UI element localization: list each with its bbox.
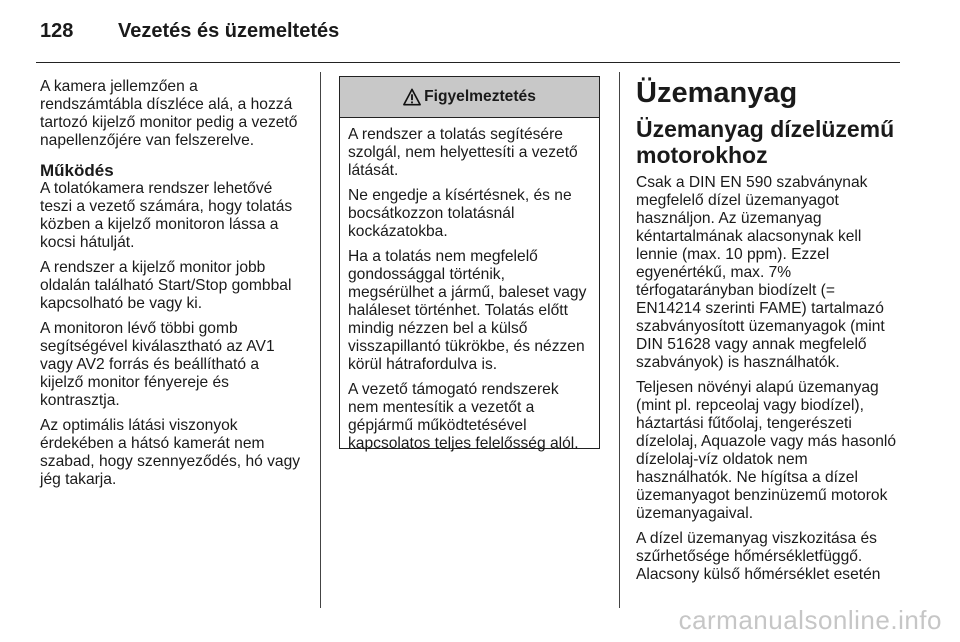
paragraph: A dízel üzemanyag viszkozitása és szűrhetősége hőmérsékletfüggő. Alacsony külső hőmérséklet esetén <box>636 530 881 583</box>
warning-paragraph: Ha a tolatás nem megfelelő gondossággal történik, megsérülhet a jármű, baleset vagy haláleset történhet. Tolatás előtt mindig nézzen bel a külső visszapillantó tükrökbe, és nézzen körül hátrafordulva is. <box>348 248 587 373</box>
column-divider-left <box>320 72 321 608</box>
right-column <box>636 78 911 591</box>
paragraph: Teljesen növényi alapú üzemanyag (mint pl. repceolaj vagy biodízel), háztartási fűtőolaj, tengerészeti dízelolaj, Aquazole vagy más hasonló dízelolaj-víz oldatok nem használhatók. Ne hígítsa a dízel üzemanyagot benzinüzemű motorok üzemanyagaival. <box>636 379 897 522</box>
left-column <box>40 78 312 496</box>
warning-paragraph: A vezető támogató rendszerek nem mentesítik a vezetőt a gépjármű működtetésével kapcsolatos teljes felelősség alól. <box>348 381 579 452</box>
header-divider <box>36 62 900 63</box>
section-heading-uzemanyag: Üzemanyag <box>636 77 798 109</box>
paragraph: A rendszer a kijelző monitor jobb oldalán található Start/Stop gombbal kapcsolható be vagy ki. <box>40 259 292 312</box>
warning-box <box>339 76 600 452</box>
paragraph: Az optimális látási viszonyok érdekében a hátsó kamerát nem szabad, hogy szennyeződés, hó vagy jég takarja. <box>40 417 301 488</box>
chapter-title: Vezetés és üzemeltetés <box>118 20 340 42</box>
intro-paragraph: A kamera jellemzően a rendszámtábla díszléce alá, a hozzá tartozó kijelző monitor pedig a vezető napellenzőjére van felszerelve. <box>40 78 298 149</box>
paragraph: A monitoron lévő többi gomb segítségével kiválasztható az AV1 vagy AV2 forrás és beállítható a kijelző monitor fényereje és kontrasztja. <box>40 320 275 409</box>
section-heading-mukodes: Működés <box>40 161 114 180</box>
warning-title: Figyelmeztetés <box>424 88 536 105</box>
paragraph: A tolatókamera rendszer lehetővé teszi a vezető számára, hogy tolatás közben a kijelző monitoron lássa a kocsi hátulját. <box>40 180 293 251</box>
warning-body <box>340 118 599 453</box>
paragraph: Csak a DIN EN 590 szabványnak megfelelő dízel üzemanyagot használjon. Az üzemanyag kéntartalmának alacsonynak kell lennie (max. 10 ppm). Ezzel egyenértékű, max. 7% térfogatarányban biodízelt (= EN14214 szerinti FAME) tartalmazó szabványosított üzemanyagok (mint DIN 51628 vagy annak megfelelő szabványok) is használhatók. <box>636 174 885 371</box>
watermark: carmanualsonline.info <box>678 605 942 635</box>
page-header <box>36 20 926 50</box>
subsection-heading-dizel: Üzemanyag dízelüzemű motorokhoz <box>636 116 895 168</box>
warning-triangle-icon <box>403 88 421 106</box>
page-number: 128 <box>40 20 74 42</box>
warning-paragraph: Ne engedje a kísértésnek, és ne bocsátkozzon tolatásnál kockázatokba. <box>348 187 572 240</box>
warning-paragraph: A rendszer a tolatás segítésére szolgál, nem helyettesíti a vezető látását. <box>348 126 578 179</box>
warning-header <box>340 77 599 118</box>
column-divider-right <box>619 72 620 608</box>
